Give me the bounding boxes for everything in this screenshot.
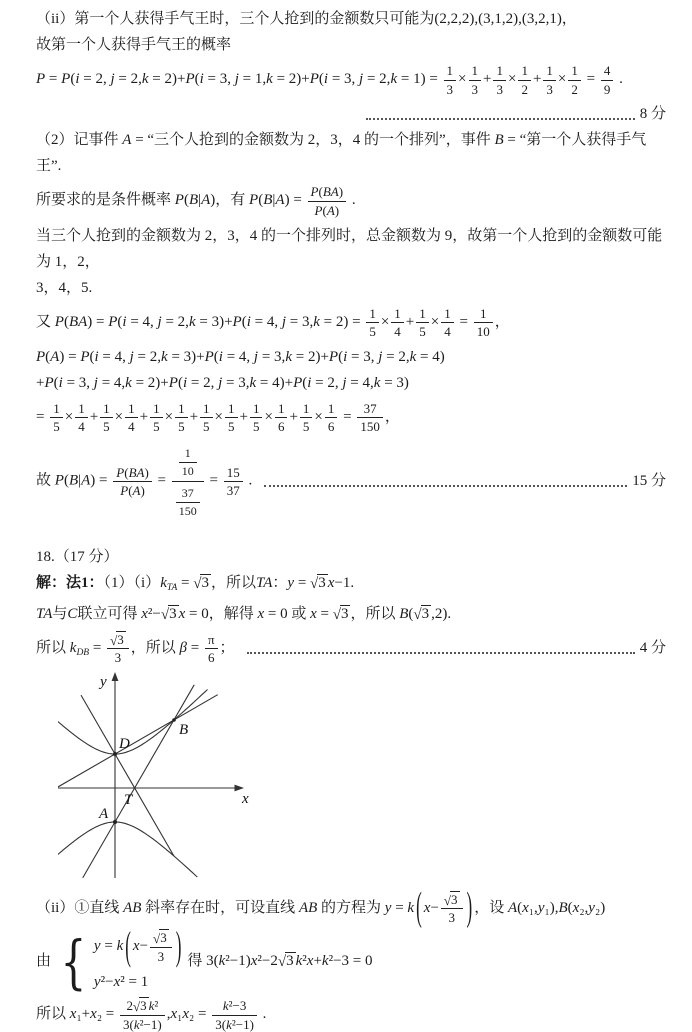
point-t-label: T — [124, 791, 133, 808]
sol18-line2 — [36, 601, 666, 627]
dotted-leader — [366, 118, 635, 120]
line-content: 解：法1：$(1)(i)k_{TA} = √3$ ，所以TA：y = √3 x−1. — [36, 574, 355, 593]
dotted-leader — [264, 485, 627, 487]
line-content: （2）记事件 A = “三个人抢到的金额数为 2，3，4 的一个排列”，事件 B = “第一个人获得手气王”. — [36, 132, 647, 175]
line-content: 3，4，5. — [36, 279, 93, 296]
figure-svg — [58, 670, 270, 882]
score-marker: 8 分 — [639, 106, 666, 123]
formula-p-total — [36, 63, 666, 96]
sol18-line4 — [36, 884, 666, 930]
line-content: P = P(i = 2, j = 2,k = 2)+P(i = 3, j = 1,k = 2)+P(i = 3, j = 2,k = 1) = $\frac{1}{3}$ × $\frac{1}{3}$ + $\frac{1}{3}$ × $\frac{1}{2}$ + $\frac{1}{3}$ × $\frac{1}{2}$ = $\frac{4}{9}$ . — [36, 63, 623, 97]
line-content: TA与C联立可得 x²−√3 x = 0，解得 x = 0 或 x = √3 ，所以 B(√3 ,2). — [36, 605, 452, 623]
y-axis-arrow — [112, 672, 119, 681]
dotted-leader — [247, 652, 635, 654]
line-content: 所以 $k_{DB}$ = $\frac{√3}{3}$ ，所以 β = $\frac{\pi}{6}$ ； — [36, 631, 235, 666]
line-content: +P(i = 3, j = 4,k = 2)+P(i = 2, j = 3,k = 4)+P(i = 2, j = 4,k = 3) — [36, 374, 409, 391]
line-dt — [81, 695, 174, 856]
solution-part-1 — [36, 6, 666, 665]
heading-problem-18 — [36, 544, 666, 570]
point-d-label: D — [119, 735, 130, 752]
point-a-label: A — [99, 805, 109, 822]
point-a-dot — [113, 820, 117, 824]
curves-group — [58, 685, 218, 878]
y-axis-label: y — [100, 673, 107, 690]
point-b-dot — [172, 718, 176, 722]
x-axis-label: x — [242, 790, 249, 807]
solution-part-2 — [36, 884, 666, 1032]
sol18-line6 — [36, 998, 666, 1031]
line-content: （ii）①直线 AB 斜率存在时，可设直线 AB 的方程为 y = k ( x− $\frac{√3}{3}$ ) ，设 A(x₁,y₁),B(x₂,y₂) — [36, 884, 606, 930]
hyperbola-lower-branch — [58, 822, 197, 877]
line-content: 18.（17 分） — [36, 548, 119, 565]
point-b-label: B — [179, 721, 189, 738]
line-content: = $\frac{1}{5}$ × $\frac{1}{4}$ + $\frac{1}{5}$ × $\frac{1}{4}$ + $\frac{1}{5}$ × $\frac{1}{5}$ + $\frac{1}{5}$ × $\frac{1}{5}$ + $\frac{1}{5}$ × $\frac{1}{6}$ + $\frac{1}{5}$ × $\frac{1}{6}$ = $\frac{37}{150}$ ， — [36, 400, 400, 435]
score-line-8 — [36, 101, 666, 127]
sol18-line5 — [36, 923, 666, 996]
para-sum-nine-b — [36, 275, 666, 301]
sol18-line3 — [36, 632, 666, 665]
line-ab — [83, 685, 195, 878]
line-content: 所要求的是条件概率 P(B|A)，有 P(B|A) = $\frac{P(BA)}{P(A)}$ . — [36, 184, 356, 218]
line-content: （ii）第一个人获得手气王时，三个人抢到的金额数只可能为(2,2,2),(3,1,2),(3,2,1)， — [36, 11, 577, 27]
para-ii-prob — [36, 32, 666, 58]
line-content: 故第一个人获得手气王的概率 — [36, 37, 232, 53]
point-d-dot — [113, 752, 117, 756]
sol18-line1 — [36, 570, 666, 601]
formula-pa-line2 — [36, 370, 666, 396]
line-content: 由 { y = k ( x− $\frac{√3}{3}$ ) y²−x² = 1 得 3(k²−1)x²−2√3 k²x+k²−3 = 0 — [36, 923, 373, 996]
formula-pa-line1 — [36, 344, 666, 370]
para-sum-nine-a — [36, 223, 666, 275]
line-content: 又 P(BA) = P(i = 4, j = 2,k = 3)+P(i = 4, j = 3,k = 2) = $\frac{1}{5}$ × $\frac{1}{4}$ + $\frac{1}{5}$ × $\frac{1}{4}$ = $\frac{1}{10}$ ， — [36, 305, 510, 340]
line-content: P(A) = P(i = 4, j = 2,k = 3)+P(i = 4, j = 3,k = 2)+P(i = 3, j = 2,k = 4) — [36, 348, 445, 365]
score-marker: 15 分 — [632, 473, 666, 490]
formula-pa-line3 — [36, 401, 666, 434]
hyperbola-figure — [58, 670, 666, 887]
line-content: 故 P(B|A) = $\frac{P(BA)}{P(A)}$ = $\frac{\frac{1}{10}}{\frac{37}{150}}$ = $\frac{15}{37}$ . — [36, 443, 252, 519]
line-content: 当三个人抢到的金额数为 2，3，4 的一个排列时，总金额数为 9，故第一个人抢到的金额数可能为 1，2， — [36, 227, 663, 270]
score-marker: 4 分 — [639, 640, 666, 657]
formula-final-prob — [36, 443, 666, 519]
para-2-events — [36, 127, 666, 179]
para-ii-intro — [36, 6, 666, 32]
line-content: 所以 x₁+x₂ = $\frac{\text{2√3 k²}}{\text{3(k²−1)}}$ ,x₁x₂ = $\frac{\text{k²−3}}{\text{3(k²−1)}}$ . — [36, 998, 267, 1032]
formula-conditional — [36, 184, 666, 217]
formula-pba — [36, 306, 666, 339]
